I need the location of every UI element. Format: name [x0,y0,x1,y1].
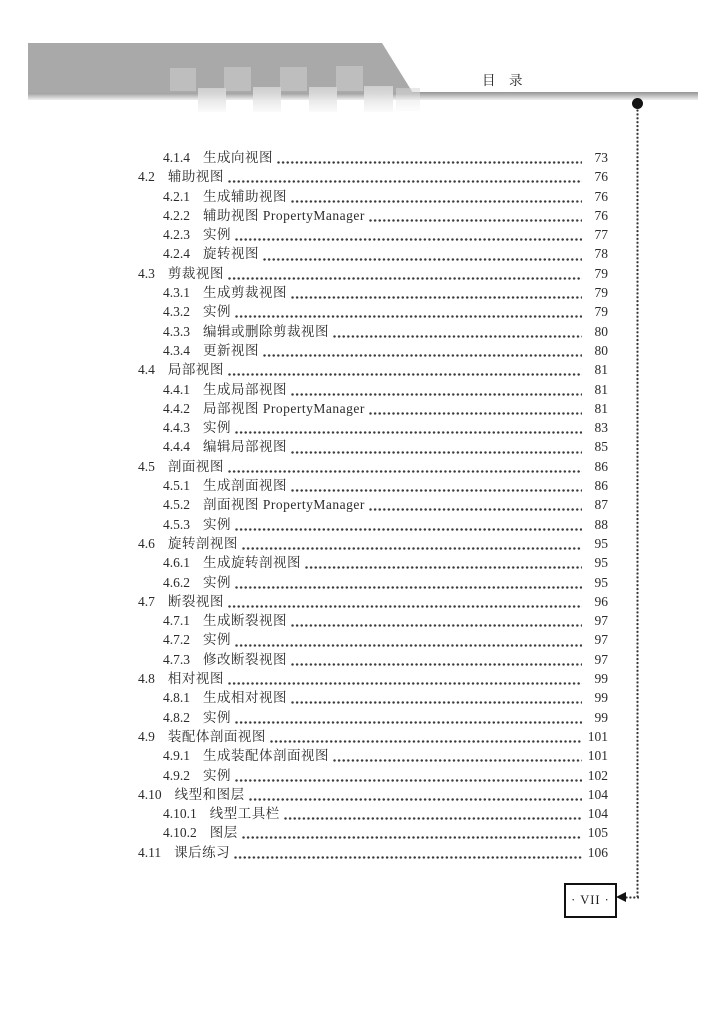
toc-leader-dots [235,766,582,785]
toc-entry-number: 4.2.3 [163,227,190,243]
toc-entry-number: 4.2.2 [163,207,190,223]
toc-entry-page: 95 [594,535,608,551]
toc-entry-page: 81 [594,381,608,397]
toc-entry-page: 77 [594,227,608,243]
toc-entry-number: 4.2 [138,169,155,185]
toc-entry-number: 4.4.3 [163,420,190,436]
toc-entry-title: 辅助视图 PropertyManager [203,207,365,223]
page-number: · VII · [571,893,610,907]
toc-entry [138,650,608,669]
toc-leader-dots [242,823,582,842]
toc-entry-page: 86 [594,478,608,494]
toc-entry-title: 实例 [203,420,231,436]
toc-entry-title: 装配体剖面视图 [167,728,266,744]
toc-entry [138,823,608,842]
toc-leader-dots [333,746,582,765]
toc-entry [138,669,608,688]
toc-entry [138,553,608,572]
toc-entry [138,708,608,727]
toc-entry-title: 生成旋转剖视图 [203,555,301,571]
toc-entry [138,630,608,649]
toc-leader-dots [291,187,582,206]
toc-entry-number: 4.3.1 [163,285,190,301]
toc-entry-title: 编辑或删除剪裁视图 [203,323,329,339]
toc-entry-page: 102 [587,767,608,783]
toc-entry-title: 生成剖面视图 [203,478,287,494]
toc-entry-title: 断裂视图 [167,593,224,609]
toc-entry-page: 105 [587,825,608,841]
toc-leader-dots [291,380,582,399]
toc-leader-dots [242,534,582,553]
toc-entry-title: 编辑局部视图 [203,439,287,455]
toc-leader-dots [270,727,582,746]
toc-entry-title: 线型和图层 [174,786,245,802]
toc-leader-dots [235,225,582,244]
toc-entry [138,437,608,456]
toc-entry-page: 79 [594,265,608,281]
toc-entry [138,534,608,553]
toc-entry [138,418,608,437]
toc-entry [138,360,608,379]
connector-horizontal-line [625,896,639,899]
toc-entry [138,283,608,302]
toc-entry-number: 4.5.3 [163,516,190,532]
toc-entry-page: 79 [594,304,608,320]
toc-entry-page: 104 [587,786,608,802]
toc-entry-title: 实例 [203,632,231,648]
toc-entry-title: 生成剪裁视图 [203,285,287,301]
toc-entry-number: 4.4.4 [163,439,190,455]
toc-entry-number: 4.3.3 [163,323,190,339]
toc-leader-dots [305,553,582,572]
toc-entry-number: 4.2.4 [163,246,190,262]
toc-entry-page: 97 [594,632,608,648]
toc-leader-dots [235,418,582,437]
toc-entry-page: 95 [594,555,608,571]
toc-entry-number: 4.10 [138,786,162,802]
toc-leader-dots [235,515,582,534]
toc-entry-page: 99 [594,709,608,725]
toc-entry-page: 73 [594,150,608,165]
toc-entry-number: 4.3 [138,265,155,281]
toc-leader-dots [249,785,582,804]
toc-entry-page: 88 [594,516,608,532]
toc-entry [138,495,608,514]
toc-leader-dots [291,283,582,302]
toc-leader-dots [228,592,582,611]
toc-entry-title: 课后练习 [174,844,231,860]
toc-entry-number: 4.4.1 [163,381,190,397]
toc-entry-title: 生成辅助视图 [203,188,287,204]
toc-leader-dots [369,206,582,225]
toc-entry-number: 4.7.1 [163,613,190,629]
toc-leader-dots [369,495,582,514]
toc-entry [138,380,608,399]
toc-entry-title: 生成断裂视图 [203,613,287,629]
toc-leader-dots [235,708,582,727]
header-banner-graphic [0,0,724,135]
toc-entry-number: 4.8.2 [163,709,190,725]
toc-entry-page: 87 [594,497,608,513]
toc-leader-dots [235,573,582,592]
toc-leader-dots [291,476,582,495]
connector-start-dot [632,98,643,109]
toc-entry-title: 剪裁视图 [167,265,224,281]
toc-entry-number: 4.5.1 [163,478,190,494]
toc-entry-title: 生成相对视图 [203,690,287,706]
toc-entry [138,302,608,321]
toc-entry-title: 生成向视图 [203,150,273,165]
toc-entry-title: 剖面视图 PropertyManager [203,497,365,513]
toc-entry-page: 97 [594,613,608,629]
toc-entry [138,264,608,283]
toc-entry-number: 4.8.1 [163,690,190,706]
toc-entry-page: 83 [594,420,608,436]
toc-entry-page: 106 [587,844,608,860]
toc-entry [138,573,608,592]
toc-entry [138,322,608,341]
toc-entry [138,244,608,263]
toc-entry-page: 95 [594,574,608,590]
toc-entry-number: 4.10.1 [163,806,197,822]
toc-entry-number: 4.3.2 [163,304,190,320]
toc-entry [138,206,608,225]
toc-entry-title: 图层 [209,825,238,841]
toc-entry-title: 旋转剖视图 [167,535,238,551]
toc-entry [138,592,608,611]
toc-entry [138,225,608,244]
toc-leader-dots [291,437,582,456]
toc-list [138,148,608,862]
toc-entry-title: 实例 [203,574,231,590]
toc-entry-page: 81 [594,400,608,416]
page-title: 目 录 [482,73,523,88]
toc-entry-number: 4.5.2 [163,497,190,513]
toc-leader-dots [228,457,582,476]
toc-entry [138,476,608,495]
toc-entry-title: 实例 [203,516,231,532]
toc-entry-number: 4.9 [138,728,155,744]
toc-leader-dots [284,804,582,823]
connector-arrowhead-icon [616,892,626,902]
toc-entry-number: 4.10.2 [163,825,197,841]
toc-entry-number: 4.6 [138,535,155,551]
toc-entry [138,611,608,630]
toc-entry-number: 4.3.4 [163,342,190,358]
toc-entry-title: 实例 [203,304,231,320]
toc-entry [138,167,608,186]
toc-entry-page: 81 [594,362,608,378]
toc-entry-page: 99 [594,671,608,687]
toc-entry-title: 剖面视图 [167,458,224,474]
toc-entry-number: 4.11 [138,844,162,860]
toc-entry-page: 85 [594,439,608,455]
toc-entry-title: 修改断裂视图 [203,651,287,667]
toc-entry [138,187,608,206]
toc-entry-number: 4.2.1 [163,188,190,204]
toc-entry-title: 相对视图 [167,671,224,687]
toc-leader-dots [228,669,582,688]
toc-entry-page: 76 [594,188,608,204]
toc-leader-dots [277,148,582,167]
toc-entry [138,399,608,418]
toc-entry-number: 4.6.2 [163,574,190,590]
toc-leader-dots [333,322,582,341]
toc-leader-dots [369,399,582,418]
toc-entry [138,727,608,746]
toc-entry [138,688,608,707]
toc-entry-page: 99 [594,690,608,706]
toc-leader-dots [235,302,582,321]
toc-leader-dots [291,650,582,669]
toc-entry-page: 86 [594,458,608,474]
toc-leader-dots [291,688,582,707]
header-rule [28,92,698,100]
toc-entry-title: 局部视图 PropertyManager [203,400,365,416]
toc-entry-number: 4.9.2 [163,767,190,783]
toc-entry-page: 101 [587,728,608,744]
toc-leader-dots [228,264,582,283]
toc-entry-title: 实例 [203,767,231,783]
toc-leader-dots [263,341,582,360]
page-number-box [564,883,617,918]
toc-entry-title: 实例 [203,709,231,725]
toc-entry [138,457,608,476]
toc-entry [138,746,608,765]
toc-entry-title: 实例 [203,227,231,243]
toc-entry [138,785,608,804]
toc-entry-title: 更新视图 [203,342,259,358]
toc-leader-dots [234,843,582,862]
toc-entry-page: 78 [594,246,608,262]
toc-entry-number: 4.1.4 [163,150,190,165]
toc-entry-page: 96 [594,593,608,609]
toc-entry-number: 4.5 [138,458,155,474]
toc-entry-page: 80 [594,323,608,339]
toc-entry-page: 76 [594,207,608,223]
toc-entry [138,148,608,167]
toc-leader-dots [263,244,582,263]
toc-entry [138,804,608,823]
toc-entry-number: 4.7.3 [163,651,190,667]
toc-entry-number: 4.6.1 [163,555,190,571]
toc-entry-title: 旋转视图 [203,246,259,262]
toc-leader-dots [235,630,582,649]
toc-entry-number: 4.7 [138,593,155,609]
toc-leader-dots [291,611,582,630]
toc-entry [138,341,608,360]
toc-entry-number: 4.7.2 [163,632,190,648]
toc-entry-number: 4.4 [138,362,155,378]
toc-entry-page: 97 [594,651,608,667]
toc-entry-title: 生成局部视图 [203,381,287,397]
toc-entry-title: 辅助视图 [167,169,224,185]
toc-entry-number: 4.9.1 [163,748,190,764]
toc-entry [138,515,608,534]
connector-vertical-line [636,109,639,897]
toc-entry-title: 线型工具栏 [209,806,280,822]
toc-leader-dots [228,167,582,186]
toc-entry-page: 104 [587,806,608,822]
toc-leader-dots [228,360,582,379]
toc-entry-title: 局部视图 [167,362,224,378]
toc-entry-page: 101 [587,748,608,764]
toc-entry-number: 4.4.2 [163,400,190,416]
toc-entry-page: 76 [594,169,608,185]
toc-entry [138,843,608,862]
toc-entry [138,766,608,785]
toc-entry-page: 79 [594,285,608,301]
toc-entry-title: 生成装配体剖面视图 [203,748,329,764]
toc-entry-page: 80 [594,342,608,358]
toc-entry-number: 4.8 [138,671,155,687]
